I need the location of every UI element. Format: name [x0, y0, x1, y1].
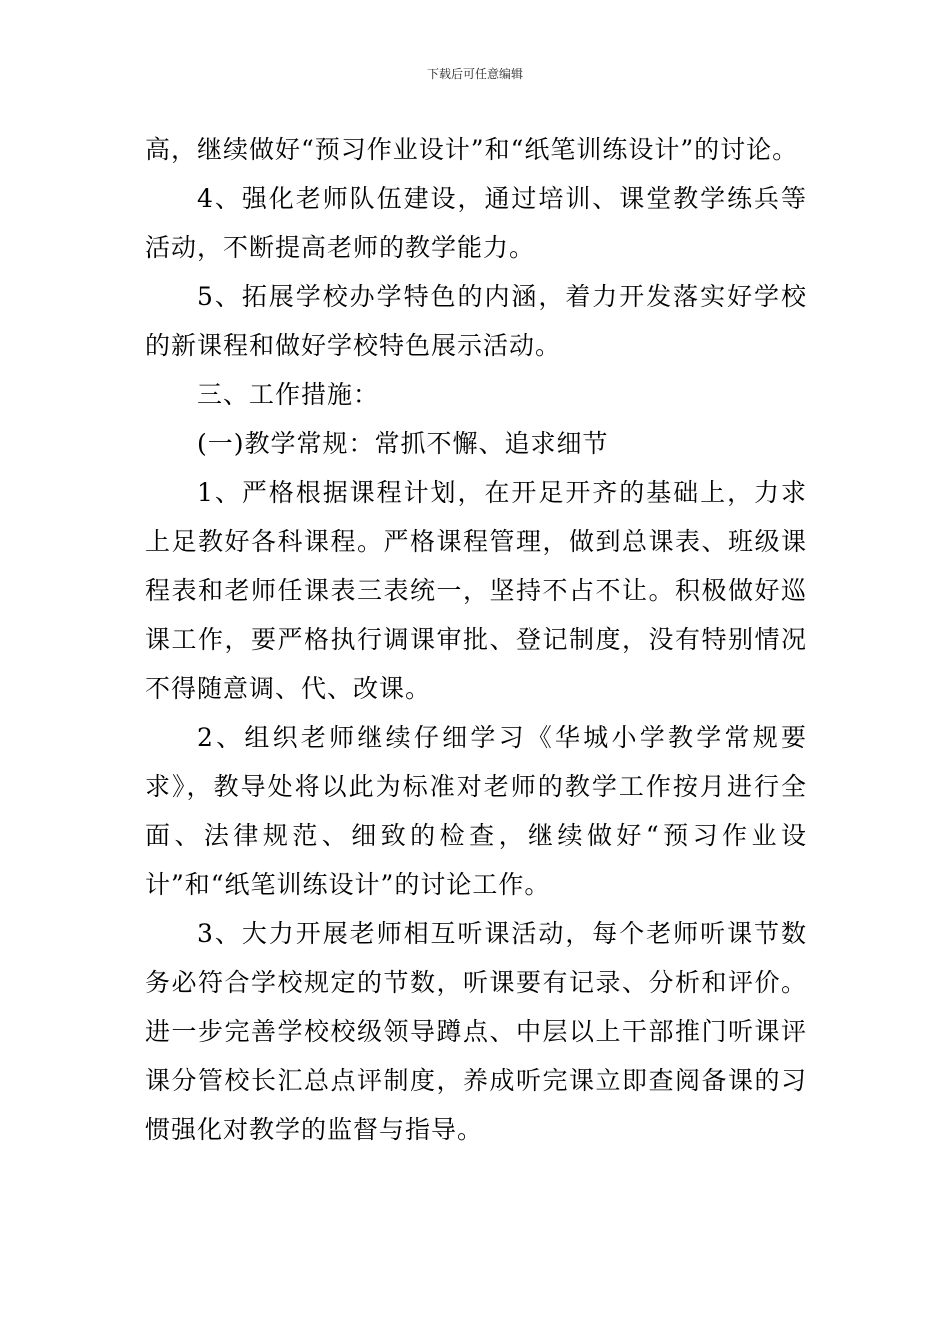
page-header: 下载后可任意编辑 — [426, 67, 523, 81]
section-heading-measures: 三、工作措施： — [197, 380, 380, 409]
paragraph-measure-2: 2、组织老师继续仔细学习《华城小学教学常规要求》，教导处将以此为标准对老师的教学工作按月进行全面、法律规范、细致的检查，继续做好“预习作业设计”和“纸笔训练设计”的讨论工作。 — [145, 723, 807, 899]
document-body — [145, 125, 807, 1154]
paragraph-measure-3: 3、大力开展老师相互听课活动，每个老师听课节数务必符合学校规定的节数，听课要有记录、分析和评价。进一步完善学校校级领导蹲点、中层以上干部推门听课评课分管校长汇总点评制度，养成听完课立即查阅备课的习惯强化对教学的监督与指导。 — [145, 919, 807, 1144]
subsection-heading-routine: (一)教学常规：常抓不懈、追求细节 — [197, 429, 609, 458]
paragraph-continuation: 高，继续做好“预习作业设计”和“纸笔训练设计”的讨论。 — [145, 135, 799, 164]
paragraph-item-5: 5、拓展学校办学特色的内涵，着力开发落实好学校的新课程和做好学校特色展示活动。 — [145, 282, 807, 360]
paragraph-measure-1: 1、严格根据课程计划，在开足开齐的基础上，力求上足教好各科课程。严格课程管理，做到总课表、班级课程表和老师任课表三表统一，坚持不占不让。积极做好巡课工作，要严格执行调课审批、登记制度，没有特别情况不得随意调、代、改课。 — [145, 478, 807, 703]
paragraph-item-4: 4、强化老师队伍建设，通过培训、课堂教学练兵等活动，不断提高老师的教学能力。 — [145, 184, 807, 262]
